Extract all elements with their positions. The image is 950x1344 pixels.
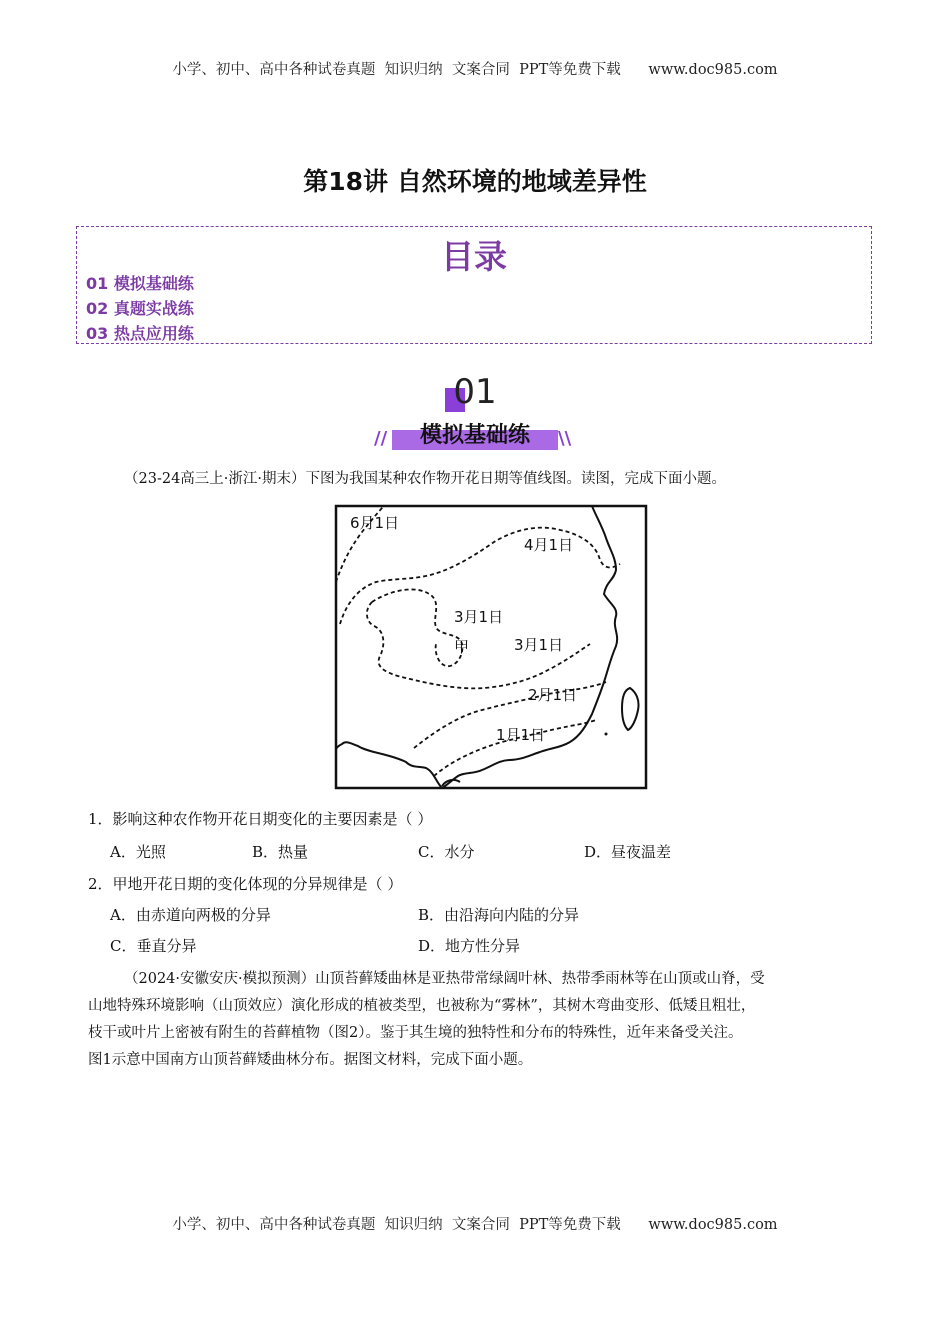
q1-option-c[interactable]: C．水分: [418, 843, 475, 861]
q2-option-d[interactable]: D．地方性分异: [418, 937, 521, 955]
q2-option-c[interactable]: C．垂直分异: [110, 937, 197, 955]
intro-paragraph-2-line-2: 山地特殊环境影响（山顶效应）演化形成的植被类型，也被称为“雾林”，其树木弯曲变形、低矮且粗壮，: [88, 998, 756, 1014]
q2-option-a[interactable]: A．由赤道向两极的分异: [110, 906, 271, 924]
toc-item-2[interactable]: 02 真题实战练: [86, 299, 194, 318]
q2-option-b[interactable]: B．由沿海向内陆的分异: [418, 906, 580, 924]
page-title: 第18讲 自然环境的地域差异性: [303, 167, 647, 196]
map-label-jan1: 1月1日: [496, 726, 546, 744]
page-header: 小学、初中、高中各种试卷真题 知识归纳 文案合同 PPT等免费下载 www.doc985.com: [172, 62, 778, 78]
table-of-contents: [76, 226, 872, 344]
left-slash-decoration: //: [374, 428, 388, 449]
toc-item-3[interactable]: 03 热点应用练: [86, 324, 194, 343]
intro-paragraph-2-line-4: 图1示意中国南方山顶苔藓矮曲林分布。据图文材料，完成下面小题。: [88, 1052, 533, 1068]
map-label-jun1: 6月1日: [350, 514, 400, 532]
q1-option-b[interactable]: B．热量: [252, 843, 309, 861]
coastline: [336, 506, 617, 788]
map-label-jia: 甲: [454, 638, 470, 656]
isoline-3-1-inner: [372, 589, 462, 666]
map-label-feb1: 2月1日: [528, 686, 578, 704]
taiwan-island: [622, 688, 639, 730]
right-slash-decoration: \\: [558, 428, 572, 449]
intro-paragraph-2-line-3: 枝干或叶片上密被有附生的苔藓植物（图2）。鉴于其生境的独特性和分布的特殊性，近年来备受关注。: [88, 1025, 743, 1041]
toc-heading: 目录: [441, 237, 507, 276]
islet: [605, 733, 608, 736]
section-label: 模拟基础练: [419, 423, 530, 448]
question-2-stem: 2．甲地开花日期的变化体现的分异规律是（ ）: [88, 875, 403, 893]
toc-item-1[interactable]: 01 模拟基础练: [86, 274, 194, 293]
map-label-mar1-b: 3月1日: [514, 636, 564, 654]
question-1-stem: 1．影响这种农作物开花日期变化的主要因素是（ ）: [88, 810, 433, 828]
map-label-apr1: 4月1日: [524, 536, 574, 554]
map-label-mar1-a: 3月1日: [454, 608, 504, 626]
page-footer: 小学、初中、高中各种试卷真题 知识归纳 文案合同 PPT等免费下载 www.doc985.com: [172, 1217, 778, 1233]
q1-option-a[interactable]: A．光照: [110, 843, 166, 861]
intro-paragraph-2-line-1: （2024·安徽安庆·模拟预测）山顶苔藓矮曲林是亚热带常绿阔叶林、热带季雨林等在山顶或山脊，受: [124, 971, 765, 987]
intro-paragraph-1: （23-24高三上·浙江·期末）下图为我国某种农作物开花日期等值线图。读图，完成下面小题。: [124, 471, 727, 487]
q1-option-d[interactable]: D．昼夜温差: [584, 843, 672, 861]
section-number: 01: [453, 372, 497, 412]
flowering-date-isoline-map: [334, 504, 648, 790]
